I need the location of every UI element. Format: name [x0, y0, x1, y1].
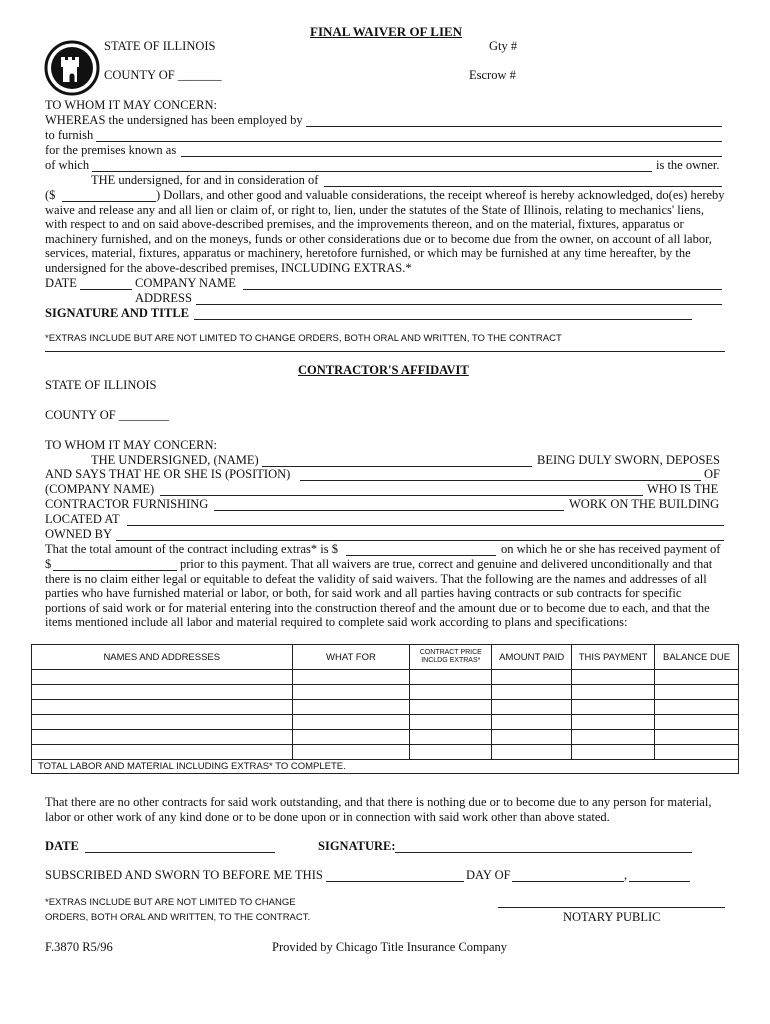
column-header: THIS PAYMENT — [572, 645, 655, 670]
premises-field[interactable] — [181, 156, 722, 157]
table-cell[interactable] — [32, 685, 293, 700]
total-label: TOTAL LABOR AND MATERIAL INCLUDING EXTRAS* TO COMPLETE. — [32, 760, 739, 774]
signature-title-field[interactable] — [194, 319, 692, 320]
table-cell[interactable] — [292, 745, 410, 760]
table-row — [32, 700, 739, 715]
provider-label: Provided by Chicago Title Insurance Company — [272, 940, 508, 954]
table-cell[interactable] — [655, 685, 739, 700]
undersigned-label: THE UNDERSIGNED, (NAME) — [91, 453, 259, 467]
date-field[interactable] — [80, 289, 132, 290]
who-is-label: WHO IS THE — [647, 482, 719, 496]
company-name-label: COMPANY NAME — [135, 276, 236, 290]
table-cell[interactable] — [572, 685, 655, 700]
table-cell[interactable] — [32, 700, 293, 715]
furnish-field[interactable] — [96, 141, 722, 142]
table-cell[interactable] — [32, 745, 293, 760]
sworn-label: BEING DULY SWORN, DEPOSES — [537, 453, 721, 467]
table-cell[interactable] — [492, 730, 572, 745]
dollar-sign: $ — [45, 557, 52, 571]
date-label: DATE — [45, 276, 77, 290]
closing-statement: That there are no other contracts for said work outstanding, and that there is nothing due or to become due to any person for material, labor or other work of any kind done or to be done upon or in connection with said work other than above stated. — [45, 795, 712, 824]
table-cell[interactable] — [572, 715, 655, 730]
escrow-label: Escrow # — [469, 68, 516, 82]
of-which-label: of which — [45, 158, 90, 172]
affidavit-county: COUNTY OF ________ — [45, 408, 169, 422]
table-cell[interactable] — [292, 730, 410, 745]
work-on-label: WORK ON THE BUILDING — [569, 497, 720, 511]
table-header-row — [32, 645, 739, 670]
extras-note: *EXTRAS INCLUDE BUT ARE NOT LIMITED TO CHANGE ORDERS, BOTH ORAL AND WRITTEN, TO THE CONTRACT — [45, 333, 562, 344]
day-of-label: DAY OF — [466, 868, 511, 882]
column-header: WHAT FOR — [292, 645, 410, 670]
table-cell[interactable] — [492, 685, 572, 700]
table-cell[interactable] — [32, 670, 293, 685]
owned-by-field[interactable] — [116, 540, 724, 541]
closing-date-field[interactable] — [85, 852, 275, 853]
table-cell[interactable] — [292, 685, 410, 700]
table-cell[interactable] — [410, 685, 492, 700]
table-cell[interactable] — [32, 715, 293, 730]
table-cell[interactable] — [410, 745, 492, 760]
table-cell[interactable] — [292, 670, 410, 685]
table-cell[interactable] — [655, 745, 739, 760]
table-cell[interactable] — [572, 745, 655, 760]
address-label: ADDRESS — [135, 291, 192, 305]
salutation: TO WHOM IT MAY CONCERN: — [45, 98, 218, 112]
castle-tower-icon — [44, 40, 100, 96]
table-row — [32, 730, 739, 745]
table-row — [32, 745, 739, 760]
table-cell[interactable] — [492, 670, 572, 685]
table-row — [32, 670, 739, 685]
payments-table — [31, 644, 739, 774]
address-field[interactable] — [196, 304, 722, 305]
consideration-label: THE undersigned, for and in consideration of — [91, 173, 319, 187]
table-cell[interactable] — [655, 730, 739, 745]
closing-signature-field[interactable] — [395, 852, 692, 853]
table-cell[interactable] — [572, 700, 655, 715]
table-total-row — [32, 760, 739, 774]
gty-label: Gty # — [489, 39, 518, 53]
owner-label: is the owner. — [656, 158, 720, 172]
comma: , — [624, 868, 628, 882]
contractor-label: CONTRACTOR FURNISHING — [45, 497, 209, 511]
table-cell[interactable] — [572, 670, 655, 685]
signature-title-label: SIGNATURE AND TITLE — [45, 306, 190, 320]
employer-field[interactable] — [306, 126, 722, 127]
name-field[interactable] — [262, 466, 532, 467]
work-type-field[interactable] — [214, 510, 564, 511]
column-header: BALANCE DUE — [655, 645, 739, 670]
table-row — [32, 715, 739, 730]
table-cell[interactable] — [572, 730, 655, 745]
form-title: FINAL WAIVER OF LIEN — [310, 24, 463, 39]
closing-signature-label: SIGNATURE: — [318, 839, 396, 853]
closing-date-label: DATE — [45, 839, 79, 853]
company-label: (COMPANY NAME) — [45, 482, 155, 496]
state-label: STATE OF ILLINOIS — [104, 39, 216, 53]
received-label: on which he or she has received payment of — [501, 542, 721, 556]
table-cell[interactable] — [410, 700, 492, 715]
consideration-field[interactable] — [324, 186, 722, 187]
furnish-label: to furnish — [45, 128, 94, 142]
position-field[interactable] — [300, 480, 701, 481]
column-header: AMOUNT PAID — [492, 645, 572, 670]
form-id: F.3870 R5/96 — [45, 940, 113, 954]
table-cell[interactable] — [410, 730, 492, 745]
notary-signature-field[interactable] — [498, 907, 725, 908]
owner-field[interactable] — [92, 171, 652, 172]
closing-extras-line1: *EXTRAS INCLUDE BUT ARE NOT LIMITED TO CHANGE — [45, 897, 296, 908]
year-field[interactable] — [629, 881, 690, 882]
whereas-label: WHEREAS the undersigned has been employed by — [45, 113, 303, 127]
company-name-field[interactable] — [243, 289, 722, 290]
closing-extras-line2: ORDERS, BOTH ORAL AND WRITTEN, TO THE CONTRACT. — [45, 912, 311, 923]
day-field[interactable] — [326, 881, 464, 882]
month-field[interactable] — [512, 881, 624, 882]
table-cell[interactable] — [292, 715, 410, 730]
company-field[interactable] — [160, 495, 643, 496]
table-cell[interactable] — [410, 715, 492, 730]
location-field[interactable] — [127, 525, 724, 526]
waiver-body: ) Dollars, and other good and valuable considerations, the receipt whereof is hereby acknowledged, do(es) hereby waive and release any and all lien or claim of, or right to, lien, under the statutes of the State of Illinois, relating to mechanics' liens, with respect to and on said above-described premises, and the improvements thereon, and on the material, fixtures, apparatus or machinery furnished, and on the moneys, funds or other considerations due or to become due from the owner, on account of all labor, services, material, fixtures, apparatus or machinery, heretofore furnished, or which may be furnished at any time hereafter, by the undersigned for the above-described premises, INCLUDING EXTRAS.* — [45, 188, 725, 275]
position-label: AND SAYS THAT HE OR SHE IS (POSITION) — [45, 467, 291, 481]
table-cell[interactable] — [492, 715, 572, 730]
table-cell[interactable] — [492, 700, 572, 715]
total-amount-label: That the total amount of the contract including extras* is $ — [45, 542, 338, 556]
subscribed-label: SUBSCRIBED AND SWORN TO BEFORE ME THIS — [45, 868, 323, 882]
contract-amount-field[interactable] — [346, 555, 496, 556]
owned-label: OWNED BY — [45, 527, 113, 541]
table-row — [32, 685, 739, 700]
table-cell[interactable] — [655, 715, 739, 730]
table-cell[interactable] — [655, 700, 739, 715]
column-header: CONTRACT PRICE INCLDG EXTRAS* — [410, 645, 492, 670]
affidavit-state: STATE OF ILLINOIS — [45, 378, 157, 392]
of-label: OF — [704, 467, 720, 481]
table-cell[interactable] — [492, 745, 572, 760]
table-cell[interactable] — [655, 670, 739, 685]
located-label: LOCATED AT — [45, 512, 120, 526]
dollars-prefix: ($ — [45, 188, 56, 202]
county-label: COUNTY OF _______ — [104, 68, 222, 82]
affidavit-salutation: TO WHOM IT MAY CONCERN: — [45, 438, 218, 452]
affidavit-body: prior to this payment. That all waivers are true, correct and genuine and delivered unconditionally and that there is no claim either legal or equitable to defeat the validity of said waivers. That the following are the names and addresses of all parties who have furnished material or labor, or both, for said work and all parties having contracts or sub contracts for specific portions of said work or for material entering into the construction thereof and the amount due or to become due to each, and that the items mentioned include all labor and material required to complete said work according to plans and specifications: — [45, 557, 713, 630]
notary-label: NOTARY PUBLIC — [563, 910, 661, 924]
section-divider — [45, 351, 725, 352]
table-cell[interactable] — [292, 700, 410, 715]
affidavit-title: CONTRACTOR'S AFFIDAVIT — [298, 363, 469, 377]
premises-label: for the premises known as — [45, 143, 177, 157]
table-cell[interactable] — [32, 730, 293, 745]
table-cell[interactable] — [410, 670, 492, 685]
column-header: NAMES AND ADDRESSES — [32, 645, 293, 670]
